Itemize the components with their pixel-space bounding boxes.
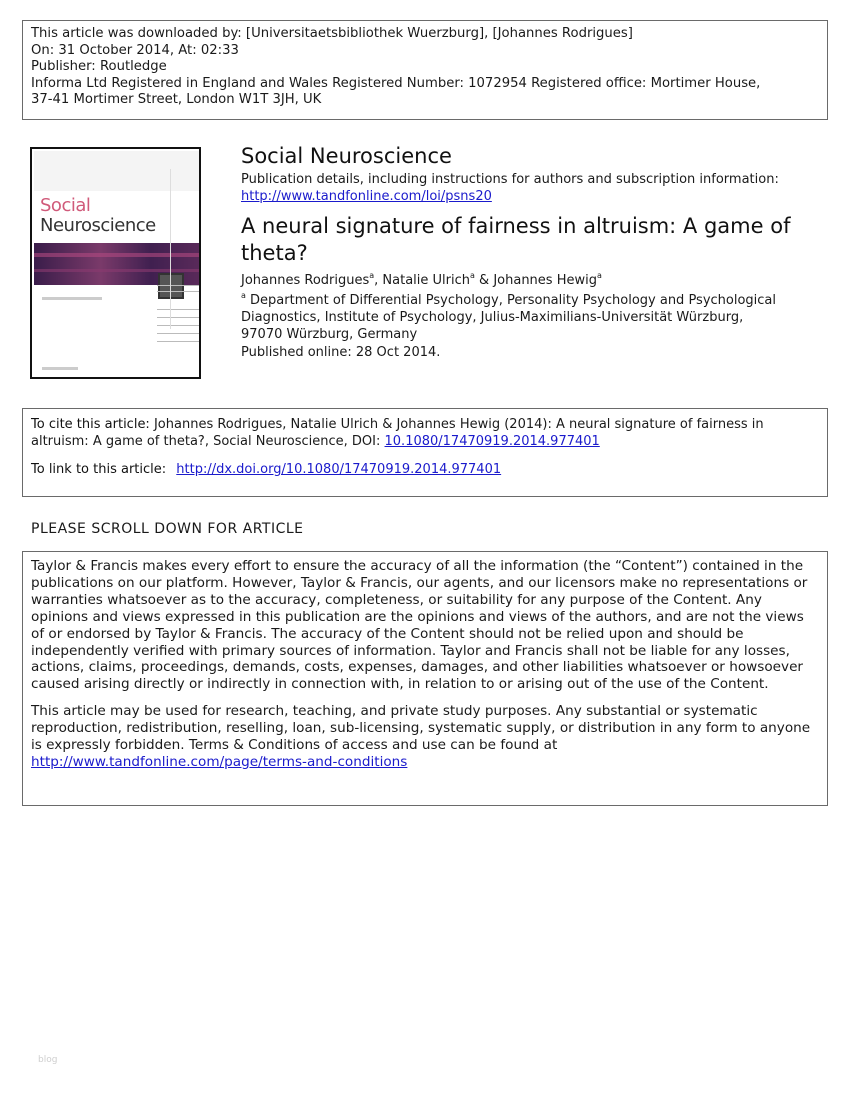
watermark: blog [38,1055,58,1065]
cover-brain-icon [158,273,184,299]
article-link[interactable]: http://dx.doi.org/10.1080/17470919.2014.977401 [176,461,502,477]
download-info-line: Publisher: Routledge [31,59,167,75]
cite-text: Johannes Rodrigues, Natalie Ulrich & Johannes Hewig (2014): A neural signature of fairness in altruism: A game of theta?, Social Neuroscience, DOI: [31,417,764,449]
download-info-box [22,20,828,120]
publication-details: Publication details, including instructions for authors and subscription information: [241,172,779,187]
affiliation-text: Department of Differential Psychology, Personality Psychology and Psychological Diagnostics, Institute of Psychology, Julius-Maximilians-Universität Würzburg, 97070 Würzburg, Germany [241,293,777,342]
download-info-line: Informa Ltd Registered in England and Wales Registered Number: 1072954 Registered office: Mortimer House, [31,75,761,91]
published-date: Published online: 28 Oct 2014. [241,345,441,360]
author-name: Natalie Ulrich [382,273,471,288]
affiliation [241,292,781,343]
affiliation-mark: a [241,291,246,300]
terms-link[interactable]: http://www.tandfonline.com/page/terms-and-conditions [31,753,408,770]
cite-label: To cite this article: [31,417,150,432]
author-name: Johannes Hewig [493,273,597,288]
author-separator: & [474,273,494,288]
journal-title: Social Neuroscience [241,144,452,168]
usage-paragraph [31,703,819,771]
journal-cover-image [30,147,201,379]
download-info-line: On: 31 October 2014, At: 02:33 [31,42,239,58]
journal-link[interactable]: http://www.tandfonline.com/loi/psns20 [241,189,492,204]
author-list [241,272,602,289]
author-name: Johannes Rodrigues [241,273,370,288]
citation-box [22,408,828,497]
author-separator: , [374,273,383,288]
disclaimer-paragraph: Taylor & Francis makes every effort to ensure the accuracy of all the information (the “Content”) contained in the publications on our platform. However, Taylor & Francis, our agents, and our licensors make no representations or warranties whatsoever as to the accuracy, completeness, or suitability for any purpose of the Content. Any opinions and views expressed in this publication are the opinions and views of the authors, and are not the views of or endorsed by Taylor & Francis. The accuracy of the Content should not be relied upon and should be independently verified with primary sources of information. Taylor and Francis shall not be liable for any losses, actions, claims, proceedings, demands, costs, expenses, damages, and other liabilities whatsoever or howsoever caused arising directly or indirectly in connection with, in relation to or arising out of the use of the Content. [31,558,808,693]
usage-text: This article may be used for research, teaching, and private study purposes. Any substantial or systematic reproduction, redistribution, reselling, loan, sub-licensing, systematic supply, or distribution in any form to anyone is expressly forbidden. Terms & Conditions of access and use can be found at [31,703,811,754]
scroll-notice: PLEASE SCROLL DOWN FOR ARTICLE [31,521,304,537]
terms-box [22,551,828,806]
cover-title-line2: Neuroscience [40,215,156,236]
article-title: A neural signature of fairness in altruism: A game of theta? [241,214,791,265]
affiliation-mark: a [470,271,475,280]
download-info-line: 37-41 Mortimer Street, London W1T 3JH, UK [31,92,322,108]
cover-title-line1: Social [40,195,91,216]
download-info-line: This article was downloaded by: [Universitaetsbibliothek Wuerzburg], [Johannes Rodrigues] [31,26,633,41]
link-label: To link to this article: [31,461,167,477]
affiliation-mark: a [596,271,602,280]
link-paragraph [31,462,819,479]
cite-paragraph [31,417,821,451]
doi-link[interactable]: 10.1080/17470919.2014.977401 [384,433,600,449]
affiliation-mark: a [369,271,375,280]
